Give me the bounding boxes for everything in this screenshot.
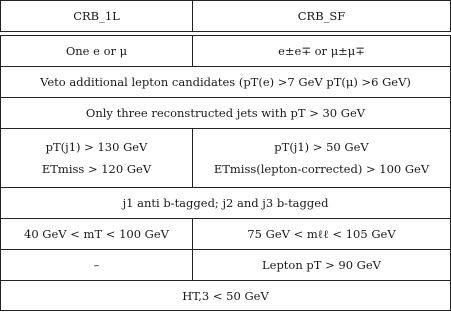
leading-jet-pt-crb-sf: pT(j1) > 50 GeV	[274, 140, 369, 154]
table-row	[1, 281, 451, 311]
lepton-pt-crb-sf: Lepton pT > 90 GeV	[193, 250, 451, 281]
ht3-cut-cell: HT,3 < 50 GeV	[1, 281, 451, 311]
table-header-row	[1, 1, 451, 32]
table-row	[1, 188, 451, 219]
b-tagging-cell: j1 anti b-tagged; j2 and j3 b-tagged	[1, 188, 451, 219]
met-cut-crb-1l: ETmiss > 120 GeV	[41, 162, 152, 176]
kinematic-cuts-crb-sf	[193, 129, 451, 188]
met-cut-crb-sf: ETmiss(lepton-corrected) > 100 GeV	[213, 162, 430, 176]
table-row	[1, 67, 451, 98]
dilepton-mass-crb-sf: 75 GeV < mℓℓ < 105 GeV	[193, 219, 451, 250]
transverse-mass-crb-1l: 40 GeV < mT < 100 GeV	[1, 219, 193, 250]
table-row	[1, 98, 451, 129]
table-row	[1, 250, 451, 281]
header-crb-sf: CRB_SF	[193, 1, 451, 32]
table-row	[1, 219, 451, 250]
lepton-count-crb-sf: e±e∓ or μ±μ∓	[193, 36, 451, 67]
lepton-pt-crb-1l: –	[1, 250, 193, 281]
kinematic-cuts-crb-1l	[1, 129, 193, 188]
header-crb-1l: CRB_1L	[1, 1, 193, 32]
leading-jet-pt-crb-1l: pT(j1) > 130 GeV	[45, 140, 148, 154]
jet-multiplicity-cell: Only three reconstructed jets with pT > 30 GeV	[1, 98, 451, 129]
lepton-veto-cell: Veto additional lepton candidates (pT(e) >7 GeV pT(μ) >6 GeV)	[1, 67, 451, 98]
table-row	[1, 129, 451, 188]
lepton-count-crb-1l: One e or μ	[1, 36, 193, 67]
table-row	[1, 36, 451, 67]
